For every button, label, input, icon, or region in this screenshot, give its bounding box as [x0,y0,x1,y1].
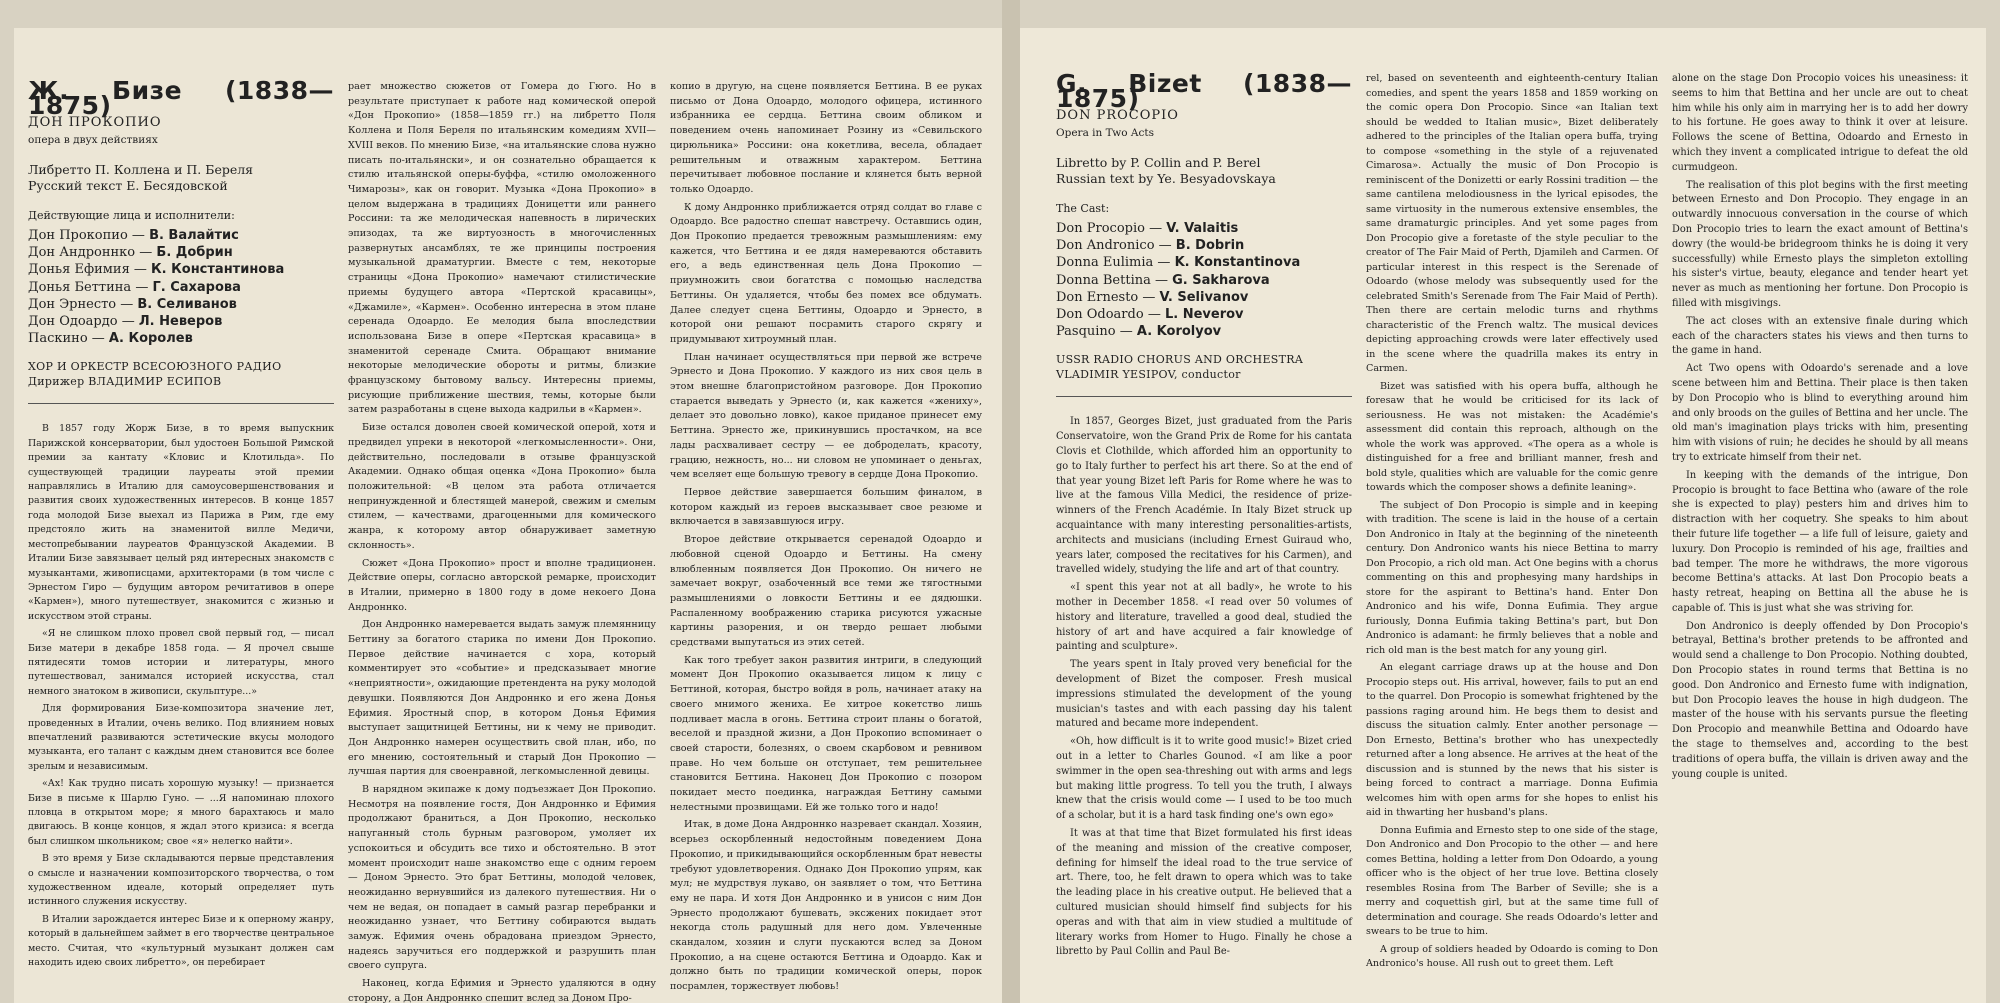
en-title: G. Bizet (1838—1875) [1056,69,1352,114]
en-cast-label: The Cast: [1056,201,1110,215]
en-column-3: alone on the stage Don Procopio voices his uneasiness: it seems to him that Bettina and her uncle are out to cheat him while his only aim in marrying her is to add her dowry to his fortune. He goes away to think it over at leisure. Follows the scene of Bettina, Odoardo and Ernesto in which they invent a complicated intrigue to defeat the old curmudgeon. The realisation of this plot begins with the first meeting between Ernesto and Don Procopio. They engage in an outwardly innocuous conversation in the course of which Don Procopio tries to learn the exact amount of Bettina's dowry (the would-be bridegroom thinks he is doing it very successfully) while Ernesto plays the simpleton extolling his sister's virtue, beauty, elegance and tender heart yet never as much as mentioning her fortune. Don Procopio is filled with misgivings. The act closes with an extensive finale during which each of the characters states his views and then turns to the game in hand. Act Two opens with Odoardo's serenade and a love scene between him and Bettina. Their place is then taken by Don Procopio who is blind to everything around him and only broods on the guiles of Bettina and her uncle. The old man's imagination plays tricks with him, presenting him with visions of ruin; he decides he should by all means try to extricate himself from their net. In keeping with the demands of the intrigue, Don Procopio is brought to face Bettina who (aware of the role she is expected to play) pesters him and drives him to distraction with her coquetry. She speaks to him about their future life together — a life full of leisure, gaiety and luxury. Don Procopio is reminded of his age, frailties and bad temper. The more he withdraws, the more vigorous become Bettina's attacks. At last Don Procopio beats a hasty retreat, heaping on Bettina all the abuse he is capable of. This is just what she was striving for. Don Andronico is deeply offended by Don Procopio's betrayal, Bettina's brother pretends to be affronted and would send a challenge to Don Procopio. Nothing doubted, Don Procopio states in round terms that Bettina is no good. Don Andronico and Ernesto fume with indignation, but Don Procopio leaves the house in high dudgeon. The master of the house with his servants pursue the fleeting Don Procopio and meanwhile Bettina and Odoardo have the stage to themselves and, according to the best traditions of opera buffa, the villain is driven away and the young couple is united. [1672,73,1968,780]
cast-row: Дон Эрнесто — В. Селиванов [28,296,237,312]
ru-divider [28,403,334,404]
ru-cast-list [28,227,334,347]
en-cast-list [1056,220,1352,340]
cast-row: Дон Одоардо — Л. Неверов [28,314,223,330]
en-column-2: rel, based on seventeenth and eighteenth-century Italian comedies, and spent the years 1858 and 1859 working on the comic opera Don Procopio. Since «an Italian text should be wedded to Italian music», Bizet deliberately adhered to the principles of the Italian opera buffa, trying to compose «something in the style of a rejuvenated Cimarosa». Actually the music of Don Procopio is reminiscent of the Donizetti or early Rossini tradition — the same cantilena melodiousness in the lyrical episodes, the same virtuosity in the numerous extensive ensembles, the same dramaturgic principles. And yet some pages from Don Procopio give a foretaste of the style peculiar to the creator of The Fair Maid of Perth, Djamileh and Carmen. Of particular interest in this respect is the Serenade of Odoardo (whose melody was subsequently used for the celebrated Smith's Serenade from The Fair Maid of Perth). Then there are certain melodic turns and rhythms characteristic of the French waltz. The musical devices depicting approaching crowds were later effectively used in the scene where the quadrilla makes its entry in Carmen. Bizet was satisfied with his opera buffa, although he foresaw that he would be criticised for its lack of seriousness. He was not mistaken: the Académie's assessment did contain this reproach, although on the whole the work was approved. «The opera as a whole is distinguished for a free and brilliant manner, fresh and bold style, qualities which are valuable for the comic genre towards which the composer shows a definite leaning». The subject of Don Procopio is simple and in keeping with tradition. The scene is laid in the house of a certain Don Andronico in Italy at the beginning of the nineteenth century. Don Andronico wants his niece Bettina to marry Don Procopio, a rich old man. Act One begins with a chorus commenting on this and prophesying many hardships in store for the aspirant to Bettina's hand. Enter Don Andronico and his wife, Donna Eufimia. They argue furiously, Donna Eufimia taking Bettina's part, but Don Andronico is adamant: he firmly believes that a noble and rich old man is the best match for any young girl. An elegant carriage draws up at the house and Don Procopio steps out. His arrival, however, fails to put an end to the quarrel. Don Procopio is somewhat frightened by the passions raging around him. He begs them to desist and discuss the situation calmly. Enter another personage — Don Ernesto, Bettina's brother who has unexpectedly returned after a long absence. He arrives at the heat of the discussion and is stunned by the news that his sister is being forced to contract a marriage. Donna Eufimia welcomes him with open arms for she hopes to enlist his aid in thwarting her husband's plans. Donna Eufimia and Ernesto step to one side of the stage, Don Andronico and Don Procopio to the other — and here comes Bettina, holding a letter from Don Odoardo, a young officer who is the object of her true love. Bettina closely resembles Rosina from The Barber of Seville; she is a merry and coquettish girl, but at the same time full of determination and courage. She reads Odoardo's letter and swears to be true to him. A group of soldiers headed by Odoardo is coming to Don Andronico's house. All rush out to greet them. Left [1366,73,1658,969]
russian-liner-notes-page [14,28,1002,1003]
en-divider [1056,396,1352,397]
en-orchestra: USSR RADIO CHORUS AND ORCHESTRA VLADIMIR YESIPOV, conductor [1056,353,1304,382]
en-opera-name: DON PROCOPIO [1056,108,1179,124]
cast-row: Don Odoardo — L. Neverov [1056,307,1244,323]
page-gutter [1002,0,1020,1003]
cast-row: Дон Прокопио — В. Валайтис [28,228,239,244]
cast-row: Паскино — А. Королев [28,331,193,347]
en-col1-text: In 1857, Georges Bizet, just graduated from the Paris Conservatoire, won the Grand Prix de Rome for his cantata Clovis et Clothilde, which afforded him an opportunity to go to Italy further to perfect his art there. So at the end of that year young Bizet left Paris for Rome where he was to live at the famous Villa Medici, the residence of prize-winners of the French Académie. In Italy Bizet struck up acquaintance with many interesting personalities-artists, architects and musicians (including Ernest Guiraud who, years later, composed the recitatives for his Carmen), and travelled widely, studying the life and art of that country. «I spent this year not at all badly», he wrote to his mother in December 1858. «I read over 50 volumes of history and literature, travelled a good deal, studied the history of art and have acquired a fair knowledge of painting and sculpture». The years spent in Italy proved very beneficial for the development of Bizet the composer. Fresh musical impressions stimulated the development of the young musician's tastes and with each passing day his talent matured and became more independent. «Oh, how difficult is it to write good music!» Bizet cried out in a letter to Charles Gounod. «I am like a poor swimmer in the open sea-threshing out with arms and legs but making little progress. To tell you the truth, I always knew that the crisis would come — I used to be too much of a scholar, but it is a hard task finding one's own ego» It was at that time that Bizet formulated his first ideas of the meaning and mission of the creative composer, defining for himself the ideal road to the true service of art. There, too, he felt drawn to opera which was to take the leading place in his creative output. He believed that a cultured musician should himself find subjects for his operas and with that aim in view studied a multitude of literary works from Homer to Hugo. Finally he chose a libretto by Paul Collin and Paul Be- [1056,416,1352,958]
cast-row: Don Andronico — B. Dobrin [1056,238,1245,254]
ru-genre: опера в двух действиях [28,133,158,146]
ru-column-3: копио в другую, на сцене появляется Беттина. В ее руках письмо от Дона Одоардо, молодого офицера, истинного избранника ее сердца. Беттина своим обликом и поведением очень напоминает Розину из «Севильского цирюльника» Россини: она кокетлива, весела, обладает решительным и отважным характером. Беттина перечитывает любовное послание и клянется быть верной только Одоардо. К дому Андроннко приближается отряд солдат во главе с Одоардо. Все радостно спешат навстречу. Оставшись один, Дон Прокопио предается тревожным размышлениям: ему кажется, что Беттина и ее дядя намереваются обставить его, а ведь единственная цель Дона Прокопио — приумножить свои богатства с помощью наследства Беттины. Он удаляется, чтобы без помех все обдумать. Далее следует сцена Беттины, Одоардо и Эрнесто, в которой они решают посрамить старого скрягу и придумывают хитроумный план. План начинает осуществляться при первой же встрече Эрнесто и Дона Прокопио. У каждого из них своя цель в этом внешне благопристойном разговоре. Дон Прокопио старается выведать у Эрнесто (и, как кажется «жениху», делает это довольно ловко), какое приданое принесет ему Беттина. Эрнесто же, прикинувшись простачком, на все лады расхваливает сестру — ее доброделать, красоту, грацию, нежность, но... ни словом не упоминает о деньгах, чем вселяет еще большую тревогу в сердце Дона Прокопио. Первое действие завершается большим финалом, в котором каждый из героев высказывает свое резюме и включается в завязавшуюся игру. Второе действие открывается серенадой Одоардо и любовной сценой Одоардо и Беттины. На смену влюбленным появляется Дон Прокопио. Он ничего не замечает вокруг, озабоченный все теми же тягостными размышлениями о ловкости Беттины и ее дядюшки. Распаленному воображению старика рисуются ужасные картины разорения, и он твердо решает любыми средствами выпутаться из этих сетей. Как того требует закон развития интриги, в следующий момент Дон Прокопио оказывается лицом к лицу с Беттиной, которая, быстро войдя в роль, начинает атаку на своего мнимого жениха. Ее хитрое кокетство лишь подливает масла в огонь. Беттина строит планы о богатой, веселой и праздной жизни, а Дон Прокопио вспоминает о своей старости, болезнях, о своем скарбовом и ревнивом праве. Но чем больше он отступает, тем решительнее становится Беттина. Наконец Дон Прокопио с позором покидает место поединка, награждая Беттину самыми нелестными прозвищами. Ей же только того и надо! Итак, в доме Дона Андроннко назревает скандал. Хозяин, всерьез оскорбленный недостойным поведением Дона Прокопио, и прикидывающийся оскорбленным брат невесты требуют удовлетворения. Однако Дон Прокопио упрям, как мул; не мудрствуя лукаво, он заявляет о том, что Беттина ему не пара. И хотя Дон Андроннко и в унисон с ним Дон Эрнесто продолжают бушевать, эксжених покидает этот некогда столь радушный для него дом. Увлеченные скандалом, хозяин и слуги пускаются вслед за Доном Прокопио, а на сцене остаются Беттина и Одоардо. Как и должно быть по традиции комической оперы, порок посрамлен, торжествует любовь! [670,81,982,993]
cast-row: Донья Ефимия — К. Константинова [28,262,285,278]
cast-row: Don Procopio — V. Valaitis [1056,221,1239,237]
ru-cast-label: Действующие лица и исполнители: [28,208,235,222]
cast-row: Донья Беттина — Г. Сахарова [28,279,241,295]
ru-column-2: рает множество сюжетов от Гомера до Гюго. Но в результате приступает к работе над комической оперой «Дон Прокопио» (1858—1859 гг.) на либретто Поля Коллена и Поля Береля по итальянским комедиям XVII—XVIII веков. По мнению Бизе, «на итальянские слова нужно писать по-итальянски», и он сознательно обращается к стилю итальянской оперы-буффа, «стилю омоложенного Чимарозы», как он говорит. Музыка «Дона Прокопио» в целом выдержана в традициях Доницетти или раннего Россини: та же мелодическая напевность в лирических эпизодах, та же виртуозность в многочисленных развернутых ансамблях, те же принципы построения музыкальной драматургии. Вместе с тем, некоторые страницы «Дона Прокопио» намечают стилистические приемы будущего автора «Пертской красавицы», «Джамиле», «Кармен». Особенно интересна в этом плане серенада Одоардо. Ее мелодия была впоследствии использована Бизе в опере «Пертская красавица» в знаменитой серенаде Смита. Обращают внимание некоторые мелодические обороты и ритмы, близкие французскому бытовому вальсу. Интересны приемы, рисующие приближение шествия, темы, которые были затем разработаны в сцене выхода кадрильи в «Кармен». Бизе остался доволен своей комической оперой, хотя и предвидел упреки в некоторой «легкомысленности». Они, действительно, последовали в отзыве французской Академии. Однако общая оценка «Дона Прокопио» была положительной: «В целом эта работа отличается непринужденной и блестящей манерой, свежим и смелым стилем, — качествами, драгоценными для комического жанра, к которому автор обнаруживает заметную склонность». Сюжет «Дона Прокопио» прост и вполне традиционен. Действие оперы, согласно авторской ремарке, происходит в Италии, примерно в 1800 году в доме некоего Дона Андроннко. Дон Андроннко намеревается выдать замуж племянницу Беттину за богатого старика по имени Дон Прокопио. Первое действие начинается с хора, который комментирует это «событие» и предсказывает многие «неприятности», ожидающие претендента на руку молодой девушки. Появляются Дон Андроннко и его жена Донья Ефимия. Яростный спор, в котором Донья Ефимия выступает защитницей Беттины, ни к чему не приводит. Дон Андроннко намерен осуществить свой план, ибо, по его мнению, состоятельный и старый Дон Прокопио — лучшая партия для своенравной, легкомысленной девицы. В нарядном экипаже к дому подъезжает Дон Прокопио. Несмотря на появление гостя, Дон Андроннко и Ефимия продолжают браниться, а Дон Прокопио, несколько напуганный столь бурным разговором, умоляет их успокоиться и обсудить все тихо и обстоятельно. В этот момент происходит наше знакомство еще с одним героем — Доном Эрнесто. Это брат Беттины, молодой человек, неожиданно вернувшийся из далекого путешествия. Ни о чем не ведая, он попадает в самый разгар перебранки и неожиданно узнает, что Беттину собираются выдать замуж. Ефимия очень обрадована приездом Эрнесто, надеясь заручиться его поддержкой и разрушить план своего супруга. Наконец, когда Ефимия и Эрнесто удаляются в одну сторону, а Дон Андроннко спешит вслед за Доном Про- [348,81,656,1003]
ru-col1-text: В 1857 году Жорж Бизе, в то время выпускник Парижской консерватории, был удостоен Большой Римской премии за кантату «Кловис и Клотильда». По существующей традиции лауреаты этой премии направлялись в Италию для самоусовершенствования и развития своих художественных интересов. В конце 1857 года молодой Бизе выехал из Парижа в Рим, где ему предстояло жить на знаменитой вилле Медичи, местопребывании лауреатов Французской Академии. В Италии Бизе завязывает целый ряд интересных знакомств с музыкантами, живописцами, архитекторами (в том числе с Эрнестом Гиро — будущим автором речитативов в опере «Кармен»), много путешествует, знакомится с жизнью и искусством этой страны. «Я не слишком плохо провел свой первый год, — писал Бизе матери в декабре 1858 года. — Я прочел свыше пятидесяти томов истории и литературы, много путешествовал, занимался историей искусства, стал немного знатоком в живописи, скульптуре...» Для формирования Бизе-композитора значение лет, проведенных в Италии, очень велико. Под влиянием новых впечатлений развиваются эстетические вкусы молодого музыканта, его талант с каждым днем становится все более зрелым и независимым. «Ах! Как трудно писать хорошую музыку! — признается Бизе в письме к Шарлю Гуно. — ...Я напоминаю плохого пловца в открытом море; я много барахтаюсь и мало двигаюсь. В конце концов, я ждал этого кризиса: я всегда был слишком школьником; свое «я» нелегко найти». В это время у Бизе складываются первые представления о смысле и назначении композиторского творчества, о том художественном идеале, который определяет путь истинного служения искусству. В Италии зарождается интерес Бизе и к оперному жанру, который в дальнейшем займет в его творчестве центральное место. Считая, что «культурный музыкант должен сам находить идею своих либретто», он перебирает [28,423,334,969]
cast-row: Don Ernesto — V. Selivanov [1056,289,1249,305]
ru-libretto: Либретто П. Коллена и П. Береля Русский текст Е. Бесядовской [28,161,254,193]
english-liner-notes-page [1020,28,1986,1003]
cast-row: Дон Андроннко — Б. Добрин [28,245,233,261]
ru-opera-name: ДОН ПРОКОПИО [28,115,162,131]
en-libretto: Libretto by P. Collin and P. Berel Russian text by Ye. Besyadovskaya [1056,154,1276,186]
cast-row: Donna Eulimia — K. Konstantinova [1056,255,1301,271]
en-column-1 [1056,28,1352,963]
ru-orchestra: ХОР И ОРКЕСТР ВСЕСОЮЗНОГО РАДИО Дирижер ВЛАДИМИР ЕСИПОВ [28,360,282,389]
ru-title: Ж. Бизе (1838—1875) [28,76,334,121]
cast-row: Pasquino — A. Korolyov [1056,324,1222,340]
en-genre: Opera in Two Acts [1056,126,1154,139]
cast-row: Donna Bettina — G. Sakharova [1056,272,1270,288]
ru-column-1 [28,28,334,973]
